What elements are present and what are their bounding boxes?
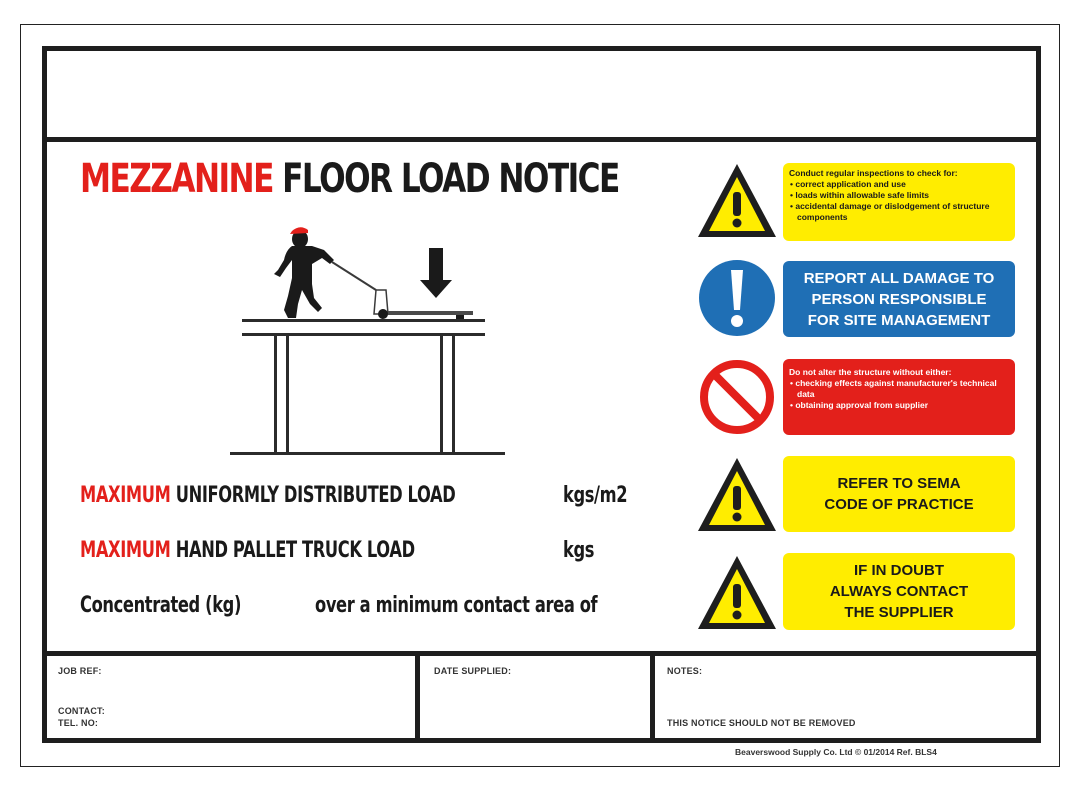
footer-divider [415,651,420,743]
panel-bullet: • loads within allowable safe limits [790,190,930,200]
panel-line: THE SUPPLIER [844,604,954,621]
job-ref-label: JOB REF: [58,666,102,676]
row-label: HAND PALLET TRUCK LOAD [170,538,415,563]
panel-line: CODE OF PRACTICE [824,496,974,513]
panel-heading: Conduct regular inspections to check for: [789,168,958,178]
panel-bullet: • checking effects against manufacturer's technical data [790,378,997,399]
title-rest: FLOOR LOAD NOTICE [272,156,619,202]
prohibition-icon [695,357,779,437]
mezzanine-load-pictogram [226,214,511,458]
do-not-remove-notice: THIS NOTICE SHOULD NOT BE REMOVED [667,718,856,728]
max-pallet-truck-label [80,538,415,563]
footer-divider [650,651,655,743]
warning-triangle-icon [695,552,779,632]
mandatory-exclamation-icon [695,258,779,338]
contact-area-label: over a minimum contact area of [315,593,598,618]
panel-line: REFER TO SEMA [837,475,961,492]
notes-label: NOTES: [667,666,703,676]
panel-line: PERSON RESPONSIBLE [811,290,987,308]
max-pallet-truck-unit: kgs [563,538,595,563]
panel-line: IF IN DOUBT [854,562,944,579]
row-highlight: MAXIMUM [80,538,171,563]
footer-row [42,651,1041,743]
tel-no-label: TEL. NO: [58,718,99,728]
title-highlight: MEZZANINE [80,156,273,202]
sema-code-panel [783,456,1015,532]
row-highlight: MAXIMUM [80,483,171,508]
copyright-line: Beaverswood Supply Co. Ltd © 01/2014 Ref. BLS4 [735,747,937,757]
panel-line: REPORT ALL DAMAGE TO [803,269,995,287]
max-udl-unit: kgs/m2 [563,483,628,508]
warning-triangle-icon [695,160,779,240]
warning-triangle-icon [695,454,779,534]
top-blank-band [42,46,1041,142]
date-supplied-label: DATE SUPPLIED: [434,666,512,676]
report-damage-panel [783,261,1015,337]
contact-supplier-panel [783,553,1015,630]
panel-line: ALWAYS CONTACT [829,583,969,600]
do-not-alter-panel [783,359,1015,435]
max-udl-label [80,483,455,508]
panel-heading: Do not alter the structure without either: [789,367,952,377]
sign-title [80,156,619,202]
contact-label: CONTACT: [58,706,105,716]
panel-bullet: • correct application and use [790,179,906,189]
panel-bullet: • accidental damage or dislodgement of structure components [790,201,990,222]
panel-bullet: • obtaining approval from supplier [790,400,929,410]
row-label: UNIFORMLY DISTRIBUTED LOAD [170,483,456,508]
panel-line: FOR SITE MANAGEMENT [807,311,991,329]
inspections-panel [783,163,1015,241]
concentrated-load-label: Concentrated (kg) [80,593,242,618]
